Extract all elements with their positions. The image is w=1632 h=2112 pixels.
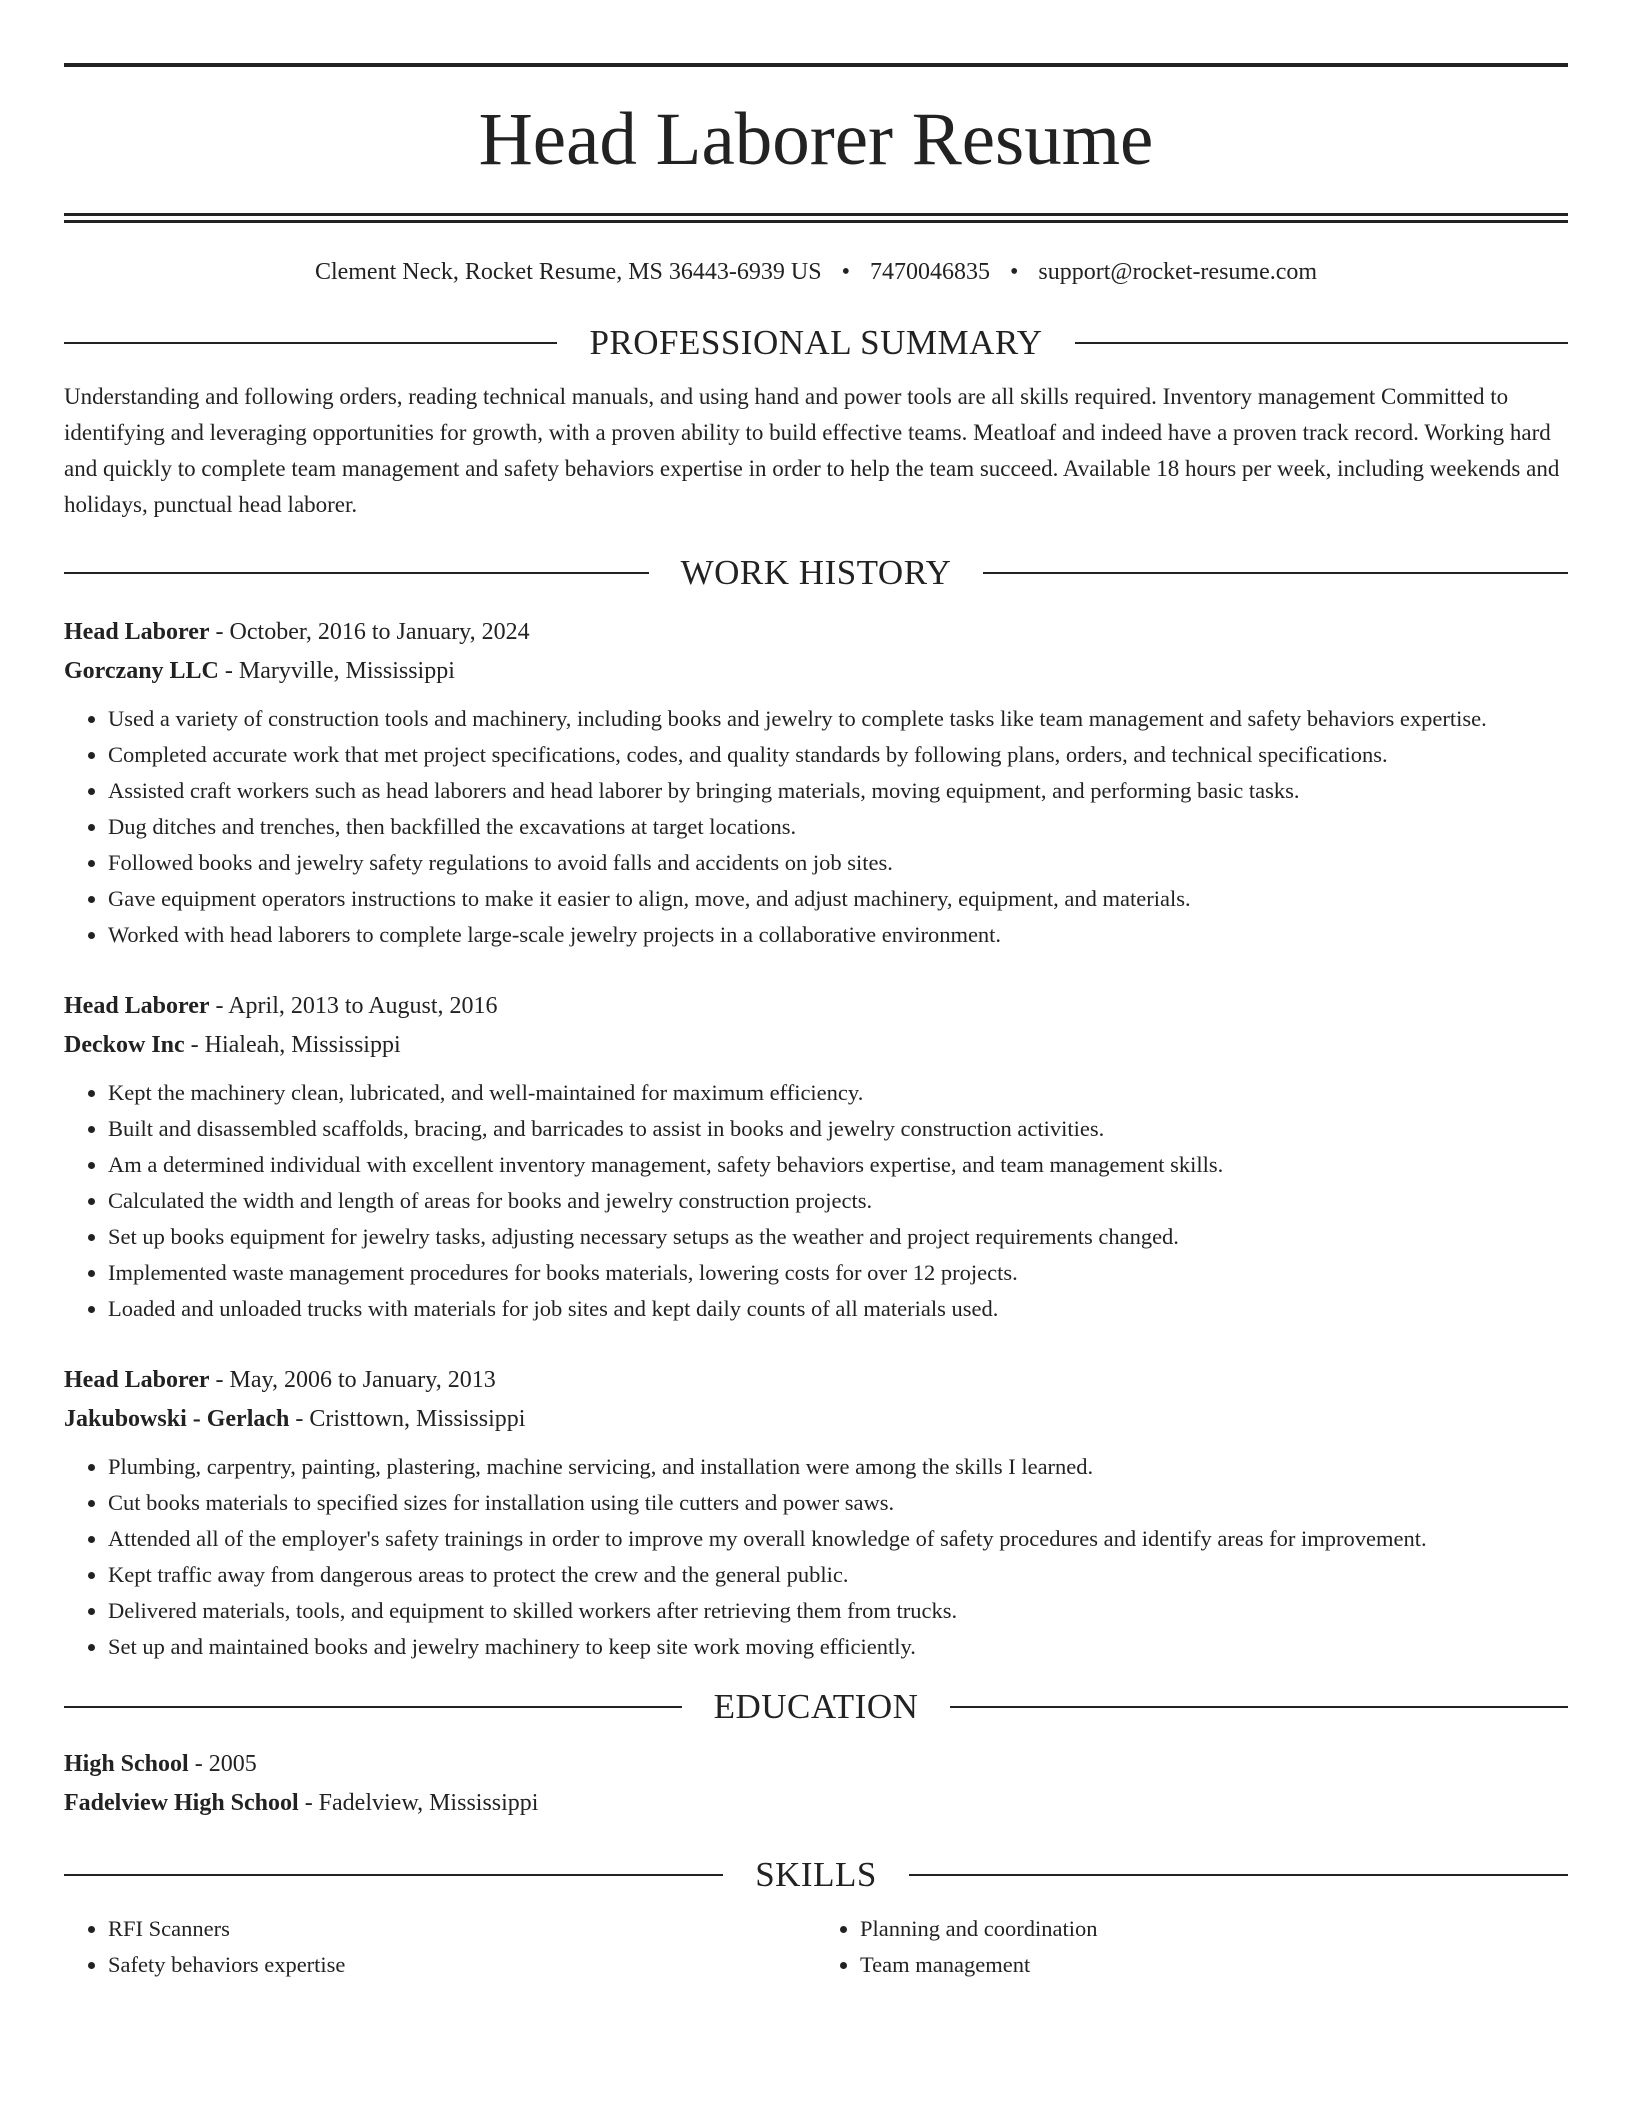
job-title-line [64, 613, 1568, 652]
heading-rule [909, 1874, 1568, 1876]
job-entry [64, 987, 1568, 1327]
heading-rule [64, 572, 649, 574]
list-item: • Safety behaviors expertise [108, 1947, 816, 1983]
list-item: • Attended all of the employer's safety trainings in order to improve my overall knowledge of safety procedures and identify areas for improvement. [108, 1521, 1568, 1557]
job-title-line [64, 1361, 1568, 1400]
list-item: • Implemented waste management procedures for books materials, lowering costs for over 12 projects. [108, 1255, 1568, 1291]
list-item: • Am a determined individual with excellent inventory management, safety behaviors expertise, and team management skills. [108, 1147, 1568, 1183]
list-item: • Planning and coordination [860, 1911, 1568, 1947]
job-title-line [64, 987, 1568, 1026]
list-item: • Gave equipment operators instructions to make it easier to align, move, and adjust machinery, equipment, and materials. [108, 881, 1568, 917]
list-item: • RFI Scanners [108, 1911, 816, 1947]
education-degree-line [64, 1745, 1568, 1784]
job-entry [64, 1361, 1568, 1665]
job-title: Head Laborer [64, 1367, 210, 1393]
heading-rule [1075, 342, 1568, 344]
job-title: Head Laborer [64, 619, 210, 645]
page-title: Head Laborer Resume [478, 98, 1154, 181]
list-item: • Plumbing, carpentry, painting, plastering, machine servicing, and installation were among the skills I learned. [108, 1449, 1568, 1485]
list-item: • Built and disassembled scaffolds, bracing, and barricades to assist in books and jewelry construction activities. [108, 1111, 1568, 1147]
heading-rule [64, 1874, 723, 1876]
job-dates: - October, 2016 to January, 2024 [209, 619, 530, 645]
job-bullets [64, 701, 1568, 953]
education-school-line [64, 1784, 1568, 1823]
education-location: - Fadelview, Mississippi [298, 1790, 539, 1816]
job-company: Deckow Inc [64, 1032, 185, 1058]
job-dates: - April, 2013 to August, 2016 [209, 993, 498, 1019]
contact-line [64, 257, 1568, 287]
list-item: • Worked with head laborers to complete large-scale jewelry projects in a collaborative environment. [108, 917, 1568, 953]
list-item: • Calculated the width and length of areas for books and jewelry construction projects. [108, 1183, 1568, 1219]
job-company: Gorczany LLC [64, 658, 219, 684]
section-heading-education [64, 1687, 1568, 1727]
list-item: • Completed accurate work that met project specifications, codes, and quality standards by following plans, orders, and technical specifications. [108, 737, 1568, 773]
section-heading-summary [64, 323, 1568, 363]
section-heading-work-history [64, 553, 1568, 593]
contact-phone: 7470046835 [869, 259, 990, 285]
job-company-line [64, 1400, 1568, 1439]
list-item: • Loaded and unloaded trucks with materials for job sites and kept daily counts of all materials used. [108, 1291, 1568, 1327]
list-item: • Set up books equipment for jewelry tasks, adjusting necessary setups as the weather and project requirements changed. [108, 1219, 1568, 1255]
job-company-line [64, 1026, 1568, 1065]
contact-address: Clement Neck, Rocket Resume, MS 36443-6939 US [314, 259, 822, 285]
list-item: • Dug ditches and trenches, then backfilled the excavations at target locations. [108, 809, 1568, 845]
list-item: • Kept traffic away from dangerous areas to protect the crew and the general public. [108, 1557, 1568, 1593]
title-double-rule [64, 213, 1568, 223]
list-item: • Delivered materials, tools, and equipment to skilled workers after retrieving them from trucks. [108, 1593, 1568, 1629]
education-year: - 2005 [188, 1751, 257, 1777]
summary-text: Understanding and following orders, reading technical manuals, and using hand and power tools are all skills required. Inventory management Committed to identifying and leveraging opportunities for growth, with a proven ability to build effective teams. Meatloaf and indeed have a proven track record. Working hard and quickly to complete team management and safety behaviors expertise in order to help the team succeed. Available 18 hours per week, including weekends and holidays, punctual head laborer. [64, 384, 1560, 517]
education-school: Fadelview High School [64, 1790, 299, 1816]
job-dates: - May, 2006 to January, 2013 [209, 1367, 496, 1393]
list-item: • Cut books materials to specified sizes for installation using tile cutters and power saws. [108, 1485, 1568, 1521]
job-location: - Cristtown, Mississippi [289, 1406, 526, 1432]
job-title: Head Laborer [64, 993, 210, 1019]
job-bullets [64, 1449, 1568, 1665]
education-entry [64, 1745, 1568, 1823]
section-title: PROFESSIONAL SUMMARY [589, 323, 1043, 362]
job-company-line [64, 652, 1568, 691]
heading-rule [950, 1706, 1568, 1708]
contact-separator: • [841, 259, 850, 285]
section-title: EDUCATION [713, 1687, 919, 1726]
skills-column-left [64, 1911, 816, 1983]
heading-rule [64, 342, 557, 344]
contact-separator: • [1009, 259, 1019, 285]
skills-list [64, 1911, 1568, 1983]
list-item: • Assisted craft workers such as head laborers and head laborer by bringing materials, moving equipment, and performing basic tasks. [108, 773, 1568, 809]
top-rule [64, 63, 1568, 67]
section-heading-skills [64, 1855, 1568, 1895]
list-item: • Kept the machinery clean, lubricated, and well-maintained for maximum efficiency. [108, 1075, 1568, 1111]
list-item: • Set up and maintained books and jewelry machinery to keep site work moving efficiently. [108, 1629, 1568, 1665]
job-company: Jakubowski - Gerlach [64, 1406, 290, 1432]
education-degree: High School [64, 1751, 189, 1777]
job-bullets [64, 1075, 1568, 1327]
list-item: • Used a variety of construction tools and machinery, including books and jewelry to complete tasks like team management and safety behaviors expertise. [108, 701, 1568, 737]
skills-column-right [816, 1911, 1568, 1983]
contact-email: support@rocket-resume.com [1038, 259, 1318, 285]
heading-rule [983, 572, 1568, 574]
job-location: - Maryville, Mississippi [218, 658, 455, 684]
section-title: SKILLS [755, 1855, 877, 1894]
heading-rule [64, 1706, 682, 1708]
section-title: WORK HISTORY [680, 553, 952, 592]
job-entry [64, 613, 1568, 953]
list-item: • Team management [860, 1947, 1568, 1983]
list-item: • Followed books and jewelry safety regulations to avoid falls and accidents on job sites. [108, 845, 1568, 881]
job-location: - Hialeah, Mississippi [184, 1032, 401, 1058]
